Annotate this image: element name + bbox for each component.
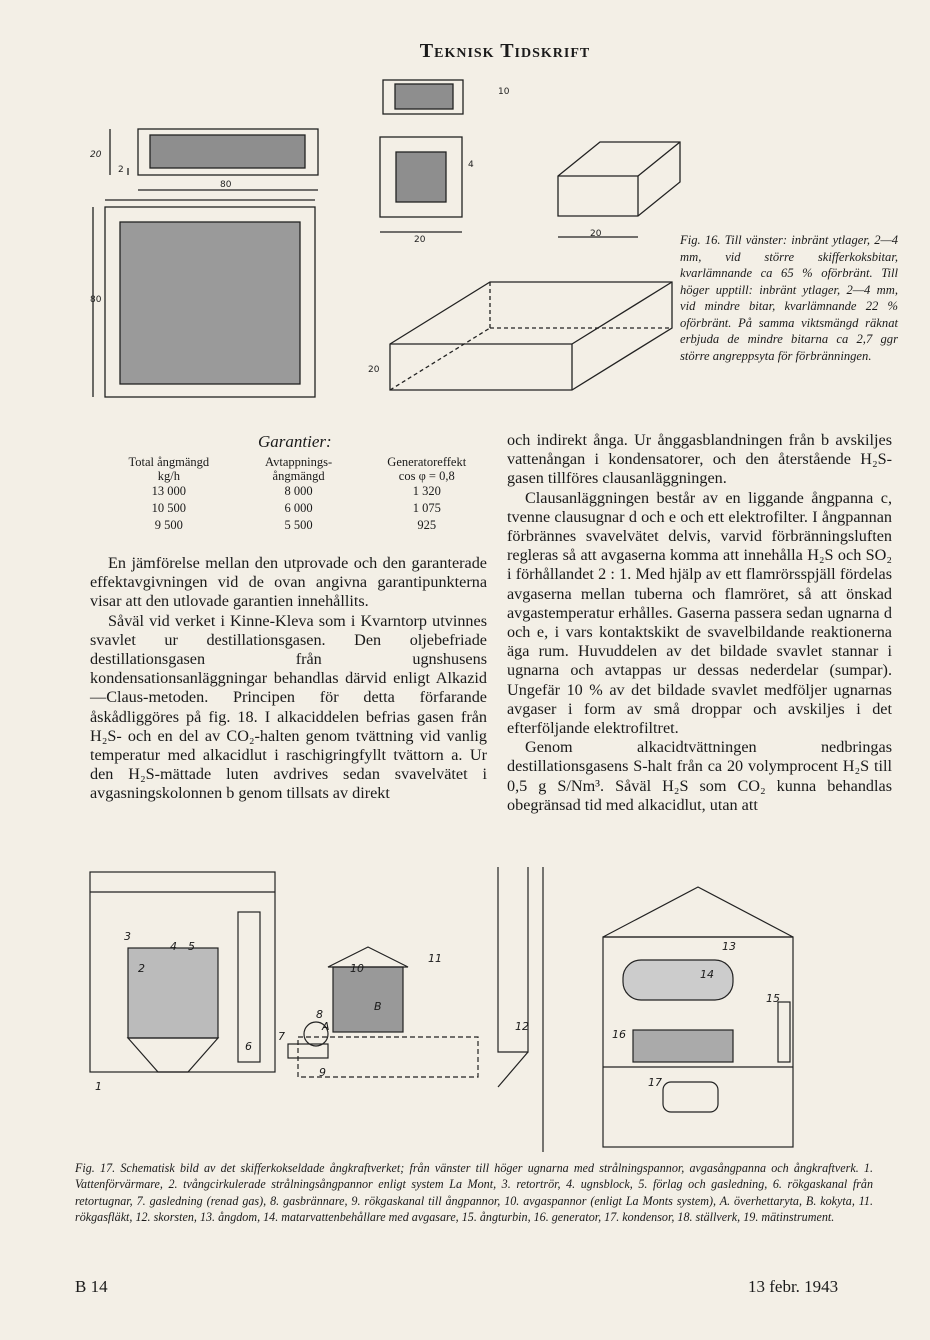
fig17-callout-7: 7 bbox=[278, 1030, 285, 1043]
fig17-callout-1: 1 bbox=[95, 1080, 102, 1093]
fig17-callout-5: 5 bbox=[188, 940, 195, 953]
left-column-text bbox=[90, 554, 487, 804]
right-column-text bbox=[507, 431, 892, 815]
dim-label-4: 4 bbox=[468, 160, 474, 170]
right-paragraph-1: och indirekt ånga. Ur ånggasblandningen från b avskiljes vattenångan i kondensatorer, och den återstående H₂S-gasen tillföres clausanläggningen. bbox=[507, 431, 892, 488]
dim-label-2: 2 bbox=[118, 165, 124, 175]
waste-heat-boiler bbox=[333, 967, 403, 1032]
fig17-callout-B: B bbox=[374, 1000, 382, 1013]
journal-title: Teknisk Tidskrift bbox=[419, 40, 591, 62]
dim-label-20-square: 20 bbox=[414, 235, 426, 245]
fig17-callout-17: 17 bbox=[648, 1076, 662, 1089]
fig17-caption: Fig. 17. Schematisk bild av det skifferkokseldade ångkraftverket; från vänster till höger ugnarna med strålningspannor, avgasångpanna och ångkraftverk. 1. Vattenförvärmare, 2. tvångcirkulerade strålningsångpannor enligt system La Mont, 3. retortrör, 4. ugnsblock, 5. förlag och gasledning, 6. rökgaskanal från retortugnar, 7. gasledning (renad gas), 8. gasbrännare, 9. rökgaskanal till ångpannor, 10. avgaspannor (enligt La Monts system), A. överhettaryta, B. kokyta, 11. rökgasfläkt, 12. skorsten, 13. ångdom, 14. matarvattenbehållare med avgasare, 15. ångturbin, 16. generator, 17. kondensor, 18. ställverk, 19. mätinstrument. bbox=[75, 1161, 873, 1225]
guar-header-total: Total ångmängd kg/h bbox=[128, 455, 210, 483]
fig17-callout-16: 16 bbox=[612, 1028, 626, 1041]
right-paragraph-3: Genom alkacidtvättningen nedbringas destillationsgasens S-halt från ca 20 volymprocent H₂S till 0,5 g S/Nm³. Såväl H₂S som CO₂ kunna behandlas obegränsad tid med alkacidlut, utan att bbox=[507, 738, 892, 814]
fig17-callout-13: 13 bbox=[722, 940, 736, 953]
fig17-callout-14: 14 bbox=[700, 968, 714, 981]
page-number: B 14 bbox=[75, 1277, 108, 1296]
table-row: 9 500 5 500 925 bbox=[154, 518, 437, 532]
dim-label-20: 20 bbox=[90, 150, 102, 160]
guarantees-table bbox=[98, 455, 496, 534]
fig17-callout-9: 9 bbox=[319, 1066, 326, 1079]
issue-date: 13 febr. 1943 bbox=[748, 1277, 839, 1296]
guarantees-title: Garantier: bbox=[258, 432, 332, 451]
fig17-callout-6: 6 bbox=[245, 1040, 252, 1053]
turbine-generator bbox=[633, 1030, 733, 1062]
dim-label-20-block: 20 bbox=[590, 229, 602, 239]
condenser bbox=[663, 1082, 718, 1112]
dim-label-20-slab: 20 bbox=[368, 365, 380, 375]
dim-label-80-left: 80 bbox=[90, 295, 102, 305]
table-row: 13 000 8 000 1 320 bbox=[151, 484, 441, 498]
right-paragraph-2: Clausanläggningen består av en liggande ångpanna c, tvenne clausugnar d och e och ett elektrofilter. I ångpannan förbrännes svavelvätet delvis, varvid förbränningsluften regleras så att avgaserna komma att innehålla H₂S och SO₂ i förhållandet 2 : 1. Med hjälp av ett flamrörsspjäll fördelas avgaserna mellan tuberna och flamröret, så att önskad avgastemperatur erhålles. Gaserna passera sedan ugnarna d och e, i vars kontaktskikt de svavelbildande reaktionerna äga rum. Huvuddelen av det bildade svavlet stannar i ugnarna och avtappas ur dessas nederdelar (sumpar). Ungefär 10 % av det bildade svavlet medföljer ugnarnas avgaser i form av små droppar och avskiljes i det efterföljande elektrofiltret. bbox=[507, 488, 892, 738]
fig17-callout-8: 8 bbox=[316, 1008, 323, 1021]
left-paragraph-2: Såväl vid verket i Kinne-Kleva som i Kvarntorp utvinnes svavlet ur destillationsgasen. Den oljebefriade destillationsgasen från ugnshusens kondensationsanläggningar behandlas därvid enligt Alkazid—Claus-metoden. Principen för detta förfarande åskådliggöres på fig. 18. I alkaciddelen befrias gasen från H₂S- och en del av CO₂-halten genom tvättning vid vanlig temperatur med alkacidlut i raschigringfyllt tvättorn a. Ur den H₂S-mättade luten avdrives sedan svavelvätet i avgasningskolonnen b genom tillsats av direkt bbox=[90, 611, 487, 803]
left-paragraph-1: En jämförelse mellan den utprovade och den garanterade effektavgivningen vid de ovan angivna garantipunkterna visar att den utlovade garantien innehållits. bbox=[90, 554, 487, 611]
fig17-callout-15: 15 bbox=[766, 992, 780, 1005]
dim-label-10: 10 bbox=[498, 87, 510, 97]
guar-header-generator: Generatoreffekt cos φ = 0,8 bbox=[387, 455, 467, 483]
fig17-callout-A: A bbox=[322, 1020, 330, 1033]
large-piece-core bbox=[120, 222, 300, 384]
dim-label-80-top: 80 bbox=[220, 180, 232, 190]
fig17-callout-4: 4 bbox=[170, 940, 177, 953]
slab-core bbox=[150, 135, 305, 168]
fig17-callout-3: 3 bbox=[124, 930, 131, 943]
table-row: 10 500 6 000 1 075 bbox=[151, 501, 441, 515]
feedwater-tank bbox=[623, 960, 733, 1000]
fig17-callout-10: 10 bbox=[350, 962, 364, 975]
fig17-callout-11: 11 bbox=[428, 952, 442, 965]
fig17-callout-2: 2 bbox=[138, 962, 145, 975]
fig16-caption: Fig. 16. Till vänster: inbränt ytlager, 2—4 mm, vid större skifferkoksbitar, kvarlämnande ca 65 % oförbränt. Till höger upptill: inbränt ytlager, 2—4 mm, vid mindre bitar, kvarlämnande 22 % oförbränt. På samma viktsmängd räknat erbjuda de mindre bitarna ca 2,7 ggr större angreppsyta för förbränningen. bbox=[680, 233, 898, 363]
guar-header-tapping: Avtappnings- ångmängd bbox=[265, 455, 333, 483]
fig17-callout-12: 12 bbox=[515, 1020, 529, 1033]
